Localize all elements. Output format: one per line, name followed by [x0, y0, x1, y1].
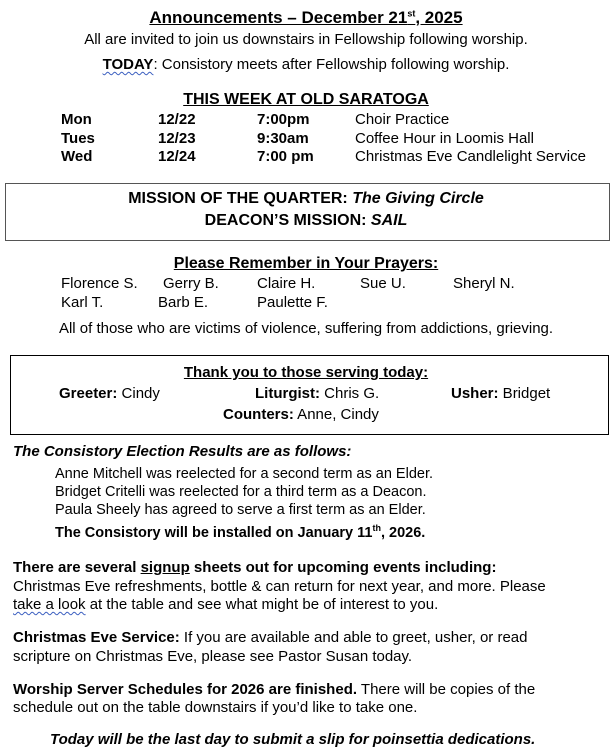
server-schedules: Worship Server Schedules for 2026 are finished. There will be copies of the [13, 681, 536, 698]
fellowship-invite: All are invited to join us downstairs in Fellowship following worship. [84, 31, 528, 48]
signup-text-2: take a look at the table and see what might be of interest to you. [13, 596, 439, 613]
liturgist: Liturgist: Chris G. [255, 385, 380, 402]
week-event: Coffee Hour in Loomis Hall [355, 130, 534, 147]
prayer-name: Florence S. [61, 275, 138, 292]
server-schedules-2: schedule out on the table downstairs if you’d like to take one. [13, 699, 418, 716]
mission-of-quarter: MISSION OF THE QUARTER: The Giving Circle [128, 190, 484, 207]
signup-text: Christmas Eve refreshments, bottle & can return for next year, and more. Please [13, 578, 546, 595]
greeter: Greeter: Cindy [59, 385, 160, 402]
installation-note: The Consistory will be installed on January 11th, 2026. [55, 523, 426, 541]
prayer-name: Claire H. [257, 275, 316, 292]
week-time: 9:30am [257, 130, 309, 147]
poinsettia-note: Today will be the last day to submit a slip for poinsettia dedications. [50, 731, 536, 748]
take-a-look-link: take a look [13, 596, 86, 613]
week-day: Tues [61, 130, 95, 147]
today-label: TODAY [102, 56, 154, 73]
counters: Counters: Anne, Cindy [223, 406, 379, 423]
week-time: 7:00pm [257, 111, 310, 128]
prayers-heading: Please Remember in Your Prayers: [173, 255, 439, 272]
week-event: Choir Practice [355, 111, 450, 128]
prayer-name: Sue U. [360, 275, 406, 292]
serving-heading: Thank you to those serving today: [183, 364, 429, 381]
week-heading: THIS WEEK AT OLD SARATOGA [183, 91, 429, 108]
week-day: Mon [61, 111, 92, 128]
week-event: Christmas Eve Candlelight Service [355, 148, 586, 165]
page-title: Announcements – December 21st, 2025 [149, 8, 463, 27]
usher: Usher: Bridget [451, 385, 551, 402]
week-time: 7:00 pm [257, 148, 314, 165]
prayer-name: Gerry B. [163, 275, 219, 292]
week-date: 12/24 [158, 148, 196, 165]
election-line: Anne Mitchell was reelected for a second term as an Elder. [55, 466, 433, 482]
prayers-note: All of those who are victims of violence, suffering from addictions, grieving. [58, 320, 554, 337]
week-date: 12/23 [158, 130, 196, 147]
week-day: Wed [61, 148, 93, 165]
election-line: Paula Sheely has agreed to serve a first term as an Elder. [55, 502, 426, 518]
prayer-name: Paulette F. [257, 294, 328, 311]
deacon-mission: DEACON’S MISSION: SAIL [204, 212, 408, 229]
christmas-eve-service: Christmas Eve Service: If you are available and able to greet, usher, or read [13, 629, 528, 646]
prayer-name: Sheryl N. [453, 275, 515, 292]
week-date: 12/22 [158, 111, 196, 128]
prayer-name: Karl T. [61, 294, 104, 311]
prayer-name: Barb E. [158, 294, 209, 311]
christmas-eve-service-2: scripture on Christmas Eve, please see Pastor Susan today. [13, 648, 413, 665]
today-note: TODAY: Consistory meets after Fellowship following worship. [102, 56, 510, 73]
signup-heading: There are several signup sheets out for upcoming events including: [13, 559, 497, 576]
election-line: Bridget Critelli was reelected for a third term as a Deacon. [55, 484, 427, 500]
election-heading: The Consistory Election Results are as follows: [13, 443, 352, 460]
